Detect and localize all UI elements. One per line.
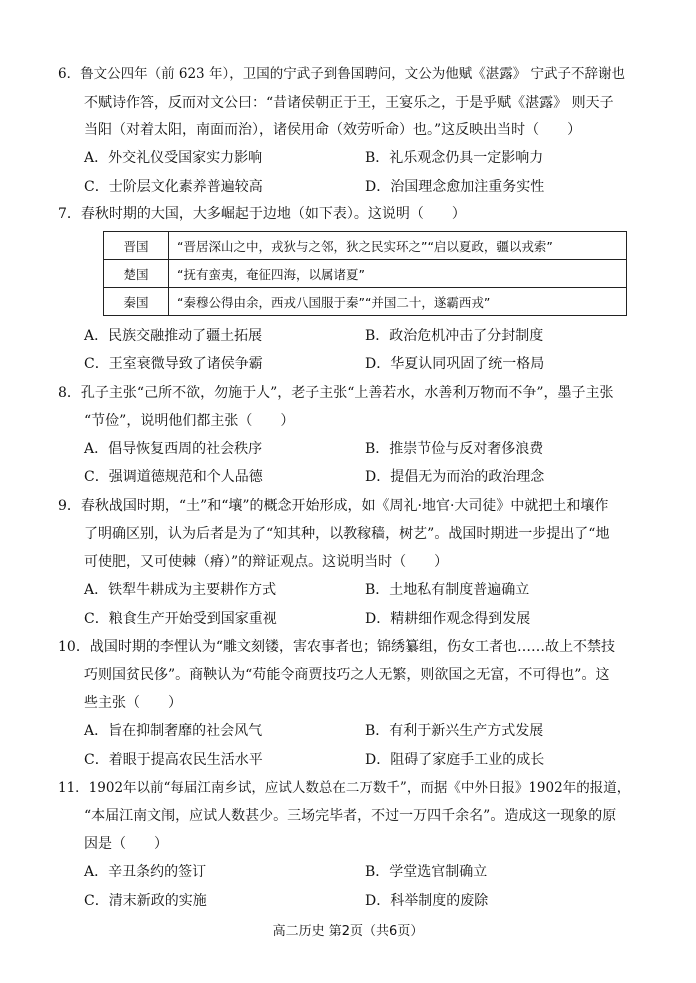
q9-stem-line-3: 可使肥，又可使棘（瘠）”的辩证观点。这说明当时（ ）: [84, 554, 449, 570]
q8-option-d[interactable]: D．提倡无为而治的政治理念: [365, 469, 545, 485]
q9-stem-line-2: 了明确区别，认为后者是为了“知其种，以教稼穑，树艺”。战国时期进一步提出了“地: [84, 526, 610, 542]
q7-stem-line-1: 7．春秋时期的大国，大多崛起于边地（如下表）。这说明（ ）: [58, 206, 466, 222]
q10-option-b[interactable]: B．有利于新兴生产方式发展: [365, 723, 544, 739]
table-cell-state: 秦国: [104, 288, 169, 316]
q6-stem-line-2: 不赋诗作答，反而对文公曰：“昔诸侯朝正于王，王宴乐之，于是乎赋《湛露》 则天子: [84, 95, 614, 111]
q10-option-c[interactable]: C．着眼于提高农民生活水平: [84, 752, 263, 768]
q10-option-d[interactable]: D．阻碍了家庭手工业的成长: [365, 752, 545, 768]
q11-option-a[interactable]: A．辛丑条约的签订: [84, 864, 207, 880]
q11-option-d[interactable]: D．科举制度的废除: [365, 893, 489, 909]
table-row: [104, 232, 627, 260]
q8-stem-line-2: “节俭”，说明他们都主张（ ）: [84, 413, 295, 429]
q7-option-c[interactable]: C．王室衰微导致了诸侯争霸: [84, 356, 263, 372]
q9-option-a[interactable]: A．铁犁牛耕成为主要耕作方式: [84, 582, 277, 598]
q7-option-d[interactable]: D．华夏认同巩固了统一格局: [365, 356, 545, 372]
q10-stem-line-1: 10．战国时期的李悝认为“雕文刻镂，害农事者也；锦绣纂组，伤女工者也……故上不禁技: [58, 639, 615, 655]
q6-option-c[interactable]: C．士阶层文化素养普遍较高: [84, 179, 263, 195]
q6-option-a[interactable]: A．外交礼仪受国家实力影响: [84, 150, 263, 166]
page-footer: 高二历史 第2页（共6页）: [272, 924, 424, 939]
q6-option-b[interactable]: B．礼乐观念仍具一定影响力: [365, 150, 544, 166]
q6-stem-line-3: 当阳（对着太阳，南面而治），诸侯用命（效劳听命）也。”这反映出当时（ ）: [84, 122, 582, 138]
q8-option-a[interactable]: A．倡导恢复西周的社会秩序: [84, 441, 263, 457]
q10-stem-line-3: 些主张（ ）: [84, 695, 182, 711]
q7-option-b[interactable]: B．政治危机冲击了分封制度: [365, 328, 544, 344]
q6-stem-line-1: 6．鲁文公四年（前 623 年），卫国的宁武子到鲁国聘问，文公为他赋《湛露》 宁武子不辞谢也: [58, 66, 625, 82]
q10-option-a[interactable]: A．旨在抑制奢靡的社会风气: [84, 723, 263, 739]
q9-option-b[interactable]: B．土地私有制度普遍确立: [365, 582, 530, 598]
table-row: [104, 260, 627, 288]
q11-stem-line-3: 因是（ ）: [84, 836, 168, 852]
q9-option-c[interactable]: C．粮食生产开始受到国家重视: [84, 611, 277, 627]
q8-option-c[interactable]: C．强调道德规范和个人品德: [84, 469, 263, 485]
table-cell-text: “秦穆公得由余，西戎八国服于秦”“并国二十，遂霸西戎”: [169, 288, 627, 316]
table-row: [104, 288, 627, 316]
q11-stem-line-2: “本届江南文闱，应试人数甚少。三场完毕者，不过一万四千余名”。造成这一现象的原: [84, 808, 617, 824]
q8-option-b[interactable]: B．推崇节俭与反对奢侈浪费: [365, 441, 544, 457]
q11-stem-line-1: 11．1902年以前“每届江南乡试，应试人数总在二万数千”，而据《中外日报》1902年的报道，: [58, 780, 631, 796]
q11-option-c[interactable]: C．清末新政的实施: [84, 893, 207, 909]
q6-option-d[interactable]: D．治国理念愈加注重务实性: [365, 179, 545, 195]
q8-stem-line-1: 8．孔子主张“己所不欲，勿施于人”，老子主张“上善若水，水善利万物而不争”，墨子主张: [58, 385, 614, 401]
table-cell-state: 晋国: [104, 232, 169, 260]
table-cell-text: “晋居深山之中，戎狄与之邻，狄之民实环之”“启以夏政，疆以戎索”: [169, 232, 627, 260]
q9-stem-line-1: 9．春秋战国时期，“土”和“壤”的概念开始形成，如《周礼·地官·大司徒》中就把土和壤作: [58, 498, 609, 514]
table-cell-state: 楚国: [104, 260, 169, 288]
q9-option-d[interactable]: D．精耕细作观念得到发展: [365, 611, 531, 627]
q7-option-a[interactable]: A．民族交融推动了疆土拓展: [84, 328, 263, 344]
q11-option-b[interactable]: B．学堂选官制确立: [365, 864, 488, 880]
table-cell-text: “抚有蛮夷，奄征四海，以属诸夏”: [169, 260, 627, 288]
q7-table: [103, 231, 627, 316]
q10-stem-line-2: 巧则国贫民侈”。商鞅认为“苟能令商贾技巧之人无繁，则欲国之无富，不可得也”。这: [84, 667, 610, 683]
